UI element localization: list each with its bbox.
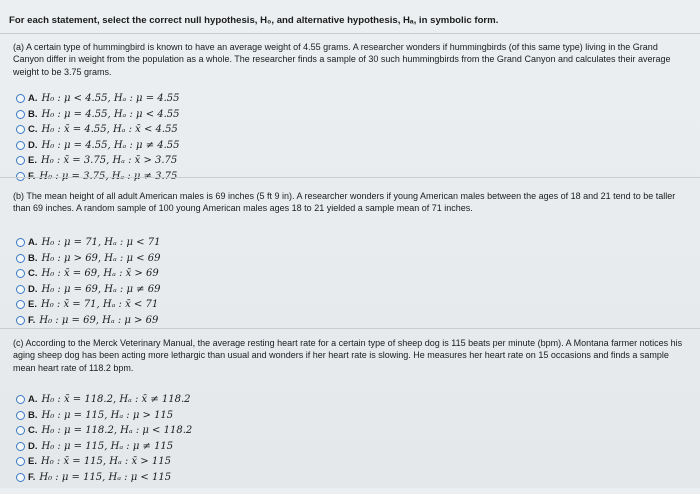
answer-options [16,392,192,485]
radio-button[interactable] [16,110,25,119]
hypothesis-formula: H₀ : x̄ = 118.2, Hₐ : x̄ ≠ 118.2 [41,394,191,406]
option-letter: D. [28,440,38,452]
answer-option[interactable] [16,439,192,455]
answer-option[interactable] [16,138,180,154]
option-letter: F. [28,170,36,182]
radio-button[interactable] [16,442,25,451]
hypothesis-formula: H₀ : μ = 69, Hₐ : μ ≠ 69 [41,283,161,295]
hypothesis-formula: H₀ : μ = 115, Hₐ : μ < 115 [39,471,172,483]
hypothesis-formula: H₀ : x̄ = 4.55, Hₐ : x̄ < 4.55 [41,124,178,136]
question-text: (b) The mean height of all adult American males is 69 inches (5 ft 9 in). A researcher wonders if young American males between the ages of 18 and 21 tend to be taller than 69 inches. A random sample of 100 young American males ages 18 to 21 yielded a sample mean of 71 inches. [13,191,676,214]
hypothesis-formula: H₀ : μ = 4.55, Hₐ : μ < 4.55 [41,108,180,120]
option-letter: B. [28,108,38,120]
part-c [0,328,700,494]
hypothesis-formula: H₀ : μ = 118.2, Hₐ : μ < 118.2 [41,425,193,437]
answer-options [16,91,180,184]
answer-option[interactable] [16,408,192,424]
option-letter: A. [28,394,38,406]
radio-button[interactable] [16,285,25,294]
answer-option[interactable] [16,153,180,169]
answer-option[interactable] [16,470,192,486]
radio-button[interactable] [16,141,25,150]
answer-option[interactable] [16,235,160,251]
answer-option[interactable] [16,266,160,282]
radio-button[interactable] [16,316,25,325]
radio-button[interactable] [16,94,25,103]
radio-button[interactable] [16,411,25,420]
hypothesis-formula: H₀ : μ = 115, Hₐ : μ > 115 [41,409,174,421]
answer-option[interactable] [16,392,192,408]
option-letter: A. [28,93,38,105]
hypothesis-formula: H₀ : μ > 69, Hₐ : μ < 69 [41,252,161,264]
radio-button[interactable] [16,156,25,165]
part-a [0,33,700,199]
question-text: (c) According to the Merck Veterinary Manual, the average resting heart rate for a certain type of sheep dog is 115 beats per minute (bpm). A Montana farmer notices his aging sheep dog has been acting more lethargic than usual and wonders if her heart rate is slowing. He measures her heart rate on 15 occasions and finds a sample mean heart rate of 118.2 bpm. [13,338,683,373]
hypothesis-formula: H₀ : μ < 4.55, Hₐ : μ = 4.55 [41,93,180,105]
radio-button[interactable] [16,426,25,435]
option-letter: D. [28,139,38,151]
hypothesis-formula: H₀ : x̄ = 71, Hₐ : x̄ < 71 [40,299,159,311]
part-b [0,177,700,343]
question-text: (a) A certain type of hummingbird is known to have an average weight of 4.55 grams. A researcher wonders if hummingbirds (of this same type) living in the Grand Canyon differ in weight from the population as a whole. The researcher finds a sample of 30 such hummingbirds from the Grand Canyon and calculates their average weight to be 3.75 grams. [13,42,671,77]
option-letter: E. [28,456,37,468]
radio-button[interactable] [16,395,25,404]
answer-options [16,235,160,328]
radio-button[interactable] [16,125,25,134]
instructions: For each statement, select the correct null hypothesis, H₀, and alternative hypothesis, Hₐ, in symbolic form. [9,15,499,26]
hypothesis-formula: H₀ : x̄ = 3.75, Hₐ : x̄ > 3.75 [40,155,178,167]
hypothesis-formula: H₀ : μ = 71, Hₐ : μ < 71 [41,237,161,249]
answer-option[interactable] [16,251,160,267]
hypothesis-formula: H₀ : μ = 69, Hₐ : μ > 69 [39,314,159,326]
radio-button[interactable] [16,473,25,482]
answer-option[interactable] [16,423,192,439]
radio-button[interactable] [16,238,25,247]
answer-option[interactable] [16,282,160,298]
option-letter: C. [28,124,38,136]
option-letter: A. [28,237,38,249]
option-letter: E. [28,299,37,311]
option-letter: F. [28,314,36,326]
option-letter: C. [28,268,38,280]
answer-option[interactable] [16,297,160,313]
answer-option[interactable] [16,107,180,123]
radio-button[interactable] [16,300,25,309]
hypothesis-formula: H₀ : x̄ = 69, Hₐ : x̄ > 69 [41,268,159,280]
option-letter: B. [28,409,38,421]
hypothesis-formula: H₀ : μ = 115, Hₐ : μ ≠ 115 [41,440,174,452]
option-letter: E. [28,155,37,167]
option-letter: B. [28,252,38,264]
radio-button[interactable] [16,457,25,466]
option-letter: C. [28,425,38,437]
answer-option[interactable] [16,454,192,470]
answer-option[interactable] [16,313,160,329]
hypothesis-formula: H₀ : μ = 4.55, Hₐ : μ ≠ 4.55 [41,139,180,151]
answer-option[interactable] [16,91,180,107]
answer-option[interactable] [16,122,180,138]
option-letter: F. [28,471,36,483]
option-letter: D. [28,283,38,295]
hypothesis-formula: H₀ : μ = 3.75, Hₐ : μ ≠ 3.75 [39,170,178,182]
radio-button[interactable] [16,254,25,263]
hypothesis-formula: H₀ : x̄ = 115, Hₐ : x̄ > 115 [40,456,171,468]
radio-button[interactable] [16,269,25,278]
